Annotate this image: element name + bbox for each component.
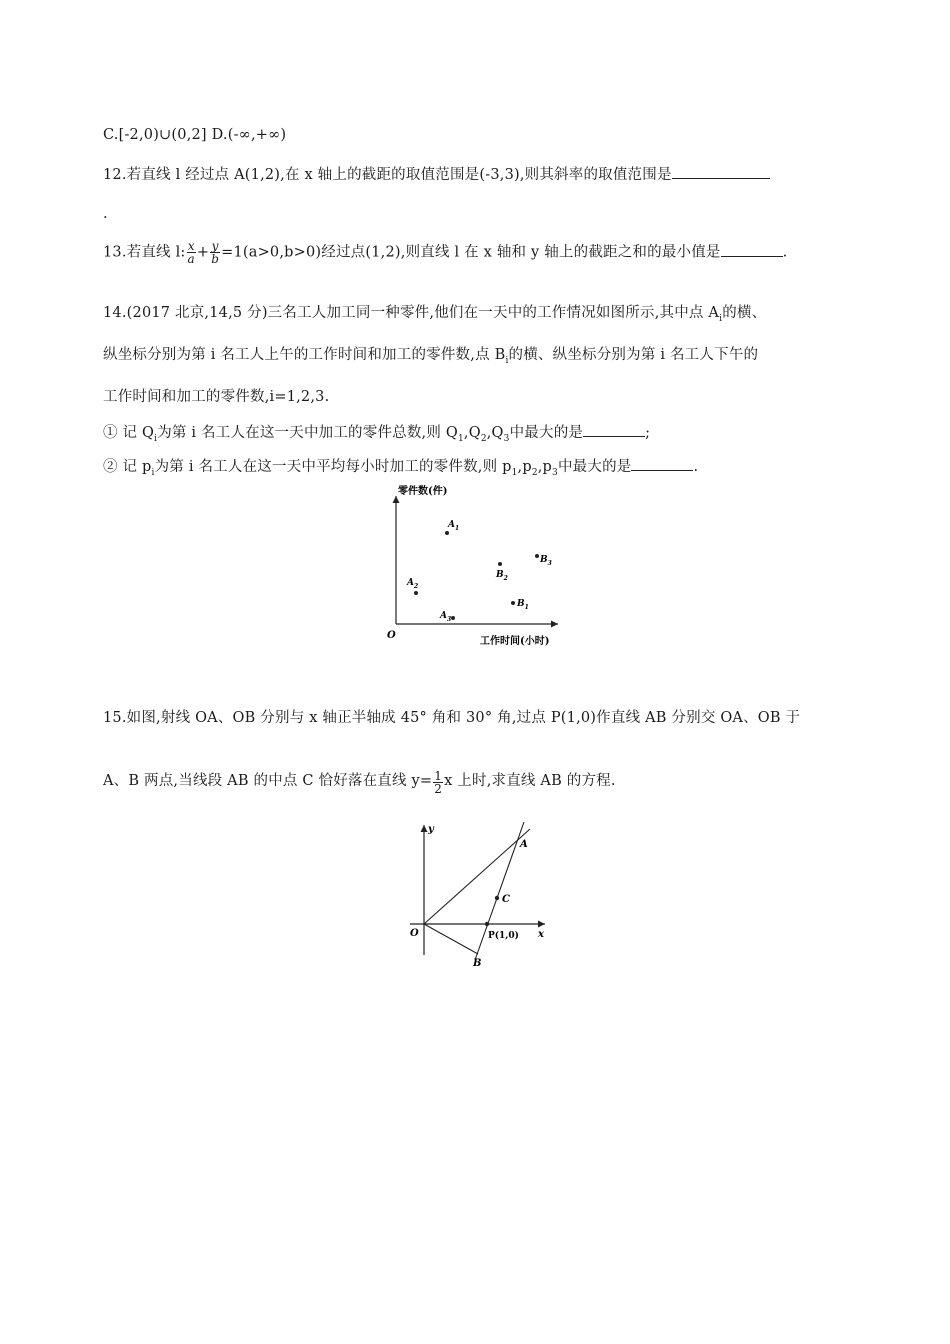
q14-part1-c: ,Q bbox=[463, 425, 481, 441]
worker-scatter-figure bbox=[380, 482, 580, 652]
q14-part2 bbox=[103, 455, 698, 478]
q14-part2-s3: 3 bbox=[552, 467, 558, 478]
q14-part1-a: ① 记 Q bbox=[103, 425, 155, 441]
q14-line2 bbox=[103, 343, 758, 366]
point-b1 bbox=[511, 599, 529, 611]
ray-oa bbox=[424, 829, 530, 924]
q14-line3 bbox=[103, 385, 329, 406]
q11-options-cd bbox=[103, 127, 286, 143]
point-a2 bbox=[406, 578, 418, 595]
q14-line1-b: 的横、 bbox=[722, 305, 767, 321]
point-b3 bbox=[535, 554, 552, 567]
q14-part1-s2: 2 bbox=[480, 433, 487, 444]
q13-period: . bbox=[782, 244, 788, 261]
point-b3-sub: 3 bbox=[547, 560, 552, 567]
q12-period: . bbox=[103, 206, 108, 222]
q13-suffix: =1(a>0,b>0)经过点(1,2),则直线 l 在 x 轴和 y 轴上的截距之和的最小值是 bbox=[221, 244, 721, 261]
q14-part2-sub: i bbox=[151, 467, 155, 478]
q15-line1 bbox=[103, 706, 800, 727]
point-a1-sub: 1 bbox=[454, 525, 460, 532]
origin-label: O bbox=[387, 630, 396, 641]
q14-part2-b: 为第 i 名工人在这一天中平均每小时加工的零件数,则 p bbox=[154, 459, 512, 475]
frac-numerator: x bbox=[187, 239, 195, 253]
point-p-dot bbox=[485, 922, 489, 926]
point-a2-sub: 2 bbox=[413, 583, 419, 590]
y-axis-label: 零件数(件) bbox=[398, 486, 448, 497]
q13-answer-blank[interactable] bbox=[721, 242, 783, 257]
svg-text:A1 bbox=[447, 520, 459, 532]
label-b: B bbox=[473, 958, 482, 969]
svg-text:A3 bbox=[439, 611, 451, 623]
q14-part1-end: ; bbox=[645, 425, 651, 441]
q14-line2-a: 纵坐标分别为第 i 名工人上午的工作时间和加工的零件数,点 B bbox=[103, 347, 506, 363]
point-b1-sub: 1 bbox=[524, 604, 529, 611]
frac-numerator: 1 bbox=[434, 769, 443, 783]
svg-text:A2 bbox=[406, 578, 418, 590]
q13-plus: + bbox=[196, 244, 210, 261]
rays-figure bbox=[400, 820, 560, 980]
q12-answer-blank[interactable] bbox=[672, 164, 770, 179]
point-b2-letter: B bbox=[496, 570, 504, 580]
point-a3-sub: 3 bbox=[446, 616, 452, 623]
q13-fraction-y-over-b bbox=[210, 240, 220, 265]
point-a2-letter: A bbox=[407, 578, 414, 588]
q14-part2-c: ,p bbox=[517, 459, 532, 475]
q13-text bbox=[103, 240, 787, 265]
q12-text bbox=[103, 163, 770, 184]
point-a3 bbox=[439, 611, 455, 623]
point-b2-sub: 2 bbox=[503, 575, 508, 582]
point-a1 bbox=[445, 520, 459, 535]
point-a3-letter: A bbox=[440, 611, 447, 621]
q14-line3-text: 工作时间和加工的零件数,i=1,2,3. bbox=[103, 389, 330, 405]
q14-part1-b: 为第 i 名工人在这一天中加工的零件总数,则 Q bbox=[157, 425, 458, 441]
q14-part1-answer-blank[interactable] bbox=[583, 422, 645, 437]
q12-trailing bbox=[103, 206, 108, 222]
point-b2 bbox=[495, 562, 508, 582]
q14-part1 bbox=[103, 421, 650, 444]
q15-line2-b: x 上时,求直线 AB 的方程. bbox=[444, 773, 616, 789]
frac-denominator: 2 bbox=[434, 782, 443, 796]
point-b1-letter: B bbox=[517, 599, 525, 609]
ray-ob bbox=[424, 924, 478, 954]
q13-fraction-x-over-a bbox=[187, 240, 196, 265]
svg-text:B3 bbox=[539, 555, 552, 567]
label-p: P(1,0) bbox=[488, 931, 519, 941]
label-a: A bbox=[520, 839, 528, 850]
q14-part2-a: ② 记 p bbox=[103, 459, 152, 475]
q14-line1 bbox=[103, 301, 766, 324]
q14-line1-a: 14.(2017 北京,14,5 分)三名工人加工同一种零件,他们在一天中的工作情况如图所示,其中点 A bbox=[103, 305, 720, 321]
point-c-dot bbox=[495, 896, 499, 900]
y-label: y bbox=[428, 824, 434, 835]
label-c: C bbox=[502, 894, 510, 905]
point-a1-letter: A bbox=[448, 520, 455, 530]
q14-line2-sub: i bbox=[505, 355, 509, 366]
svg-text:B1 bbox=[516, 599, 529, 611]
q14-part2-answer-blank[interactable] bbox=[631, 456, 693, 471]
q14-part2-s1: 1 bbox=[511, 467, 518, 478]
q13-prefix: 13.若直线 l: bbox=[103, 244, 186, 261]
frac-numerator: y bbox=[211, 239, 219, 253]
q14-part1-s3: 3 bbox=[503, 433, 510, 444]
q15-line2-a: A、B 两点,当线段 AB 的中点 C 恰好落在直线 y= bbox=[103, 773, 433, 789]
svg-text:B2 bbox=[495, 570, 508, 582]
q14-part2-d: ,p bbox=[537, 459, 553, 475]
q15-line2 bbox=[103, 769, 616, 795]
q14-part1-sub: i bbox=[154, 433, 158, 444]
x-axis-label: 工作时间(小时) bbox=[480, 636, 550, 647]
q14-line2-b: 的横、纵坐标分别为第 i 名工人下午的 bbox=[508, 347, 759, 363]
x-label: x bbox=[538, 929, 544, 940]
q14-part2-end: . bbox=[693, 459, 699, 475]
q14-part1-d: ,Q bbox=[486, 425, 504, 441]
q15-line1-text: 15.如图,射线 OA、OB 分别与 x 轴正半轴成 45° 角和 30° 角,过点 P(1,0)作直线 AB 分别交 OA、OB 于 bbox=[103, 710, 801, 726]
frac-denominator: b bbox=[211, 252, 220, 266]
q14-part1-s1: 1 bbox=[457, 433, 464, 444]
q14-line1-sub: i bbox=[719, 313, 723, 324]
q14-part2-e: 中最大的是 bbox=[557, 459, 632, 475]
q12-body: 12.若直线 l 经过点 A(1,2),在 x 轴上的截距的取值范围是(-3,3),则其斜率的取值范围是 bbox=[103, 167, 672, 183]
q11-options-text: C.[-2,0)∪(0,2] D.(-∞,+∞) bbox=[103, 127, 287, 143]
frac-denominator: a bbox=[187, 252, 195, 266]
q14-part1-e: 中最大的是 bbox=[509, 425, 584, 441]
q15-fraction-one-half bbox=[433, 770, 443, 795]
origin-label: O bbox=[410, 928, 419, 939]
point-b3-letter: B bbox=[540, 555, 548, 565]
q14-part2-s2: 2 bbox=[531, 467, 538, 478]
